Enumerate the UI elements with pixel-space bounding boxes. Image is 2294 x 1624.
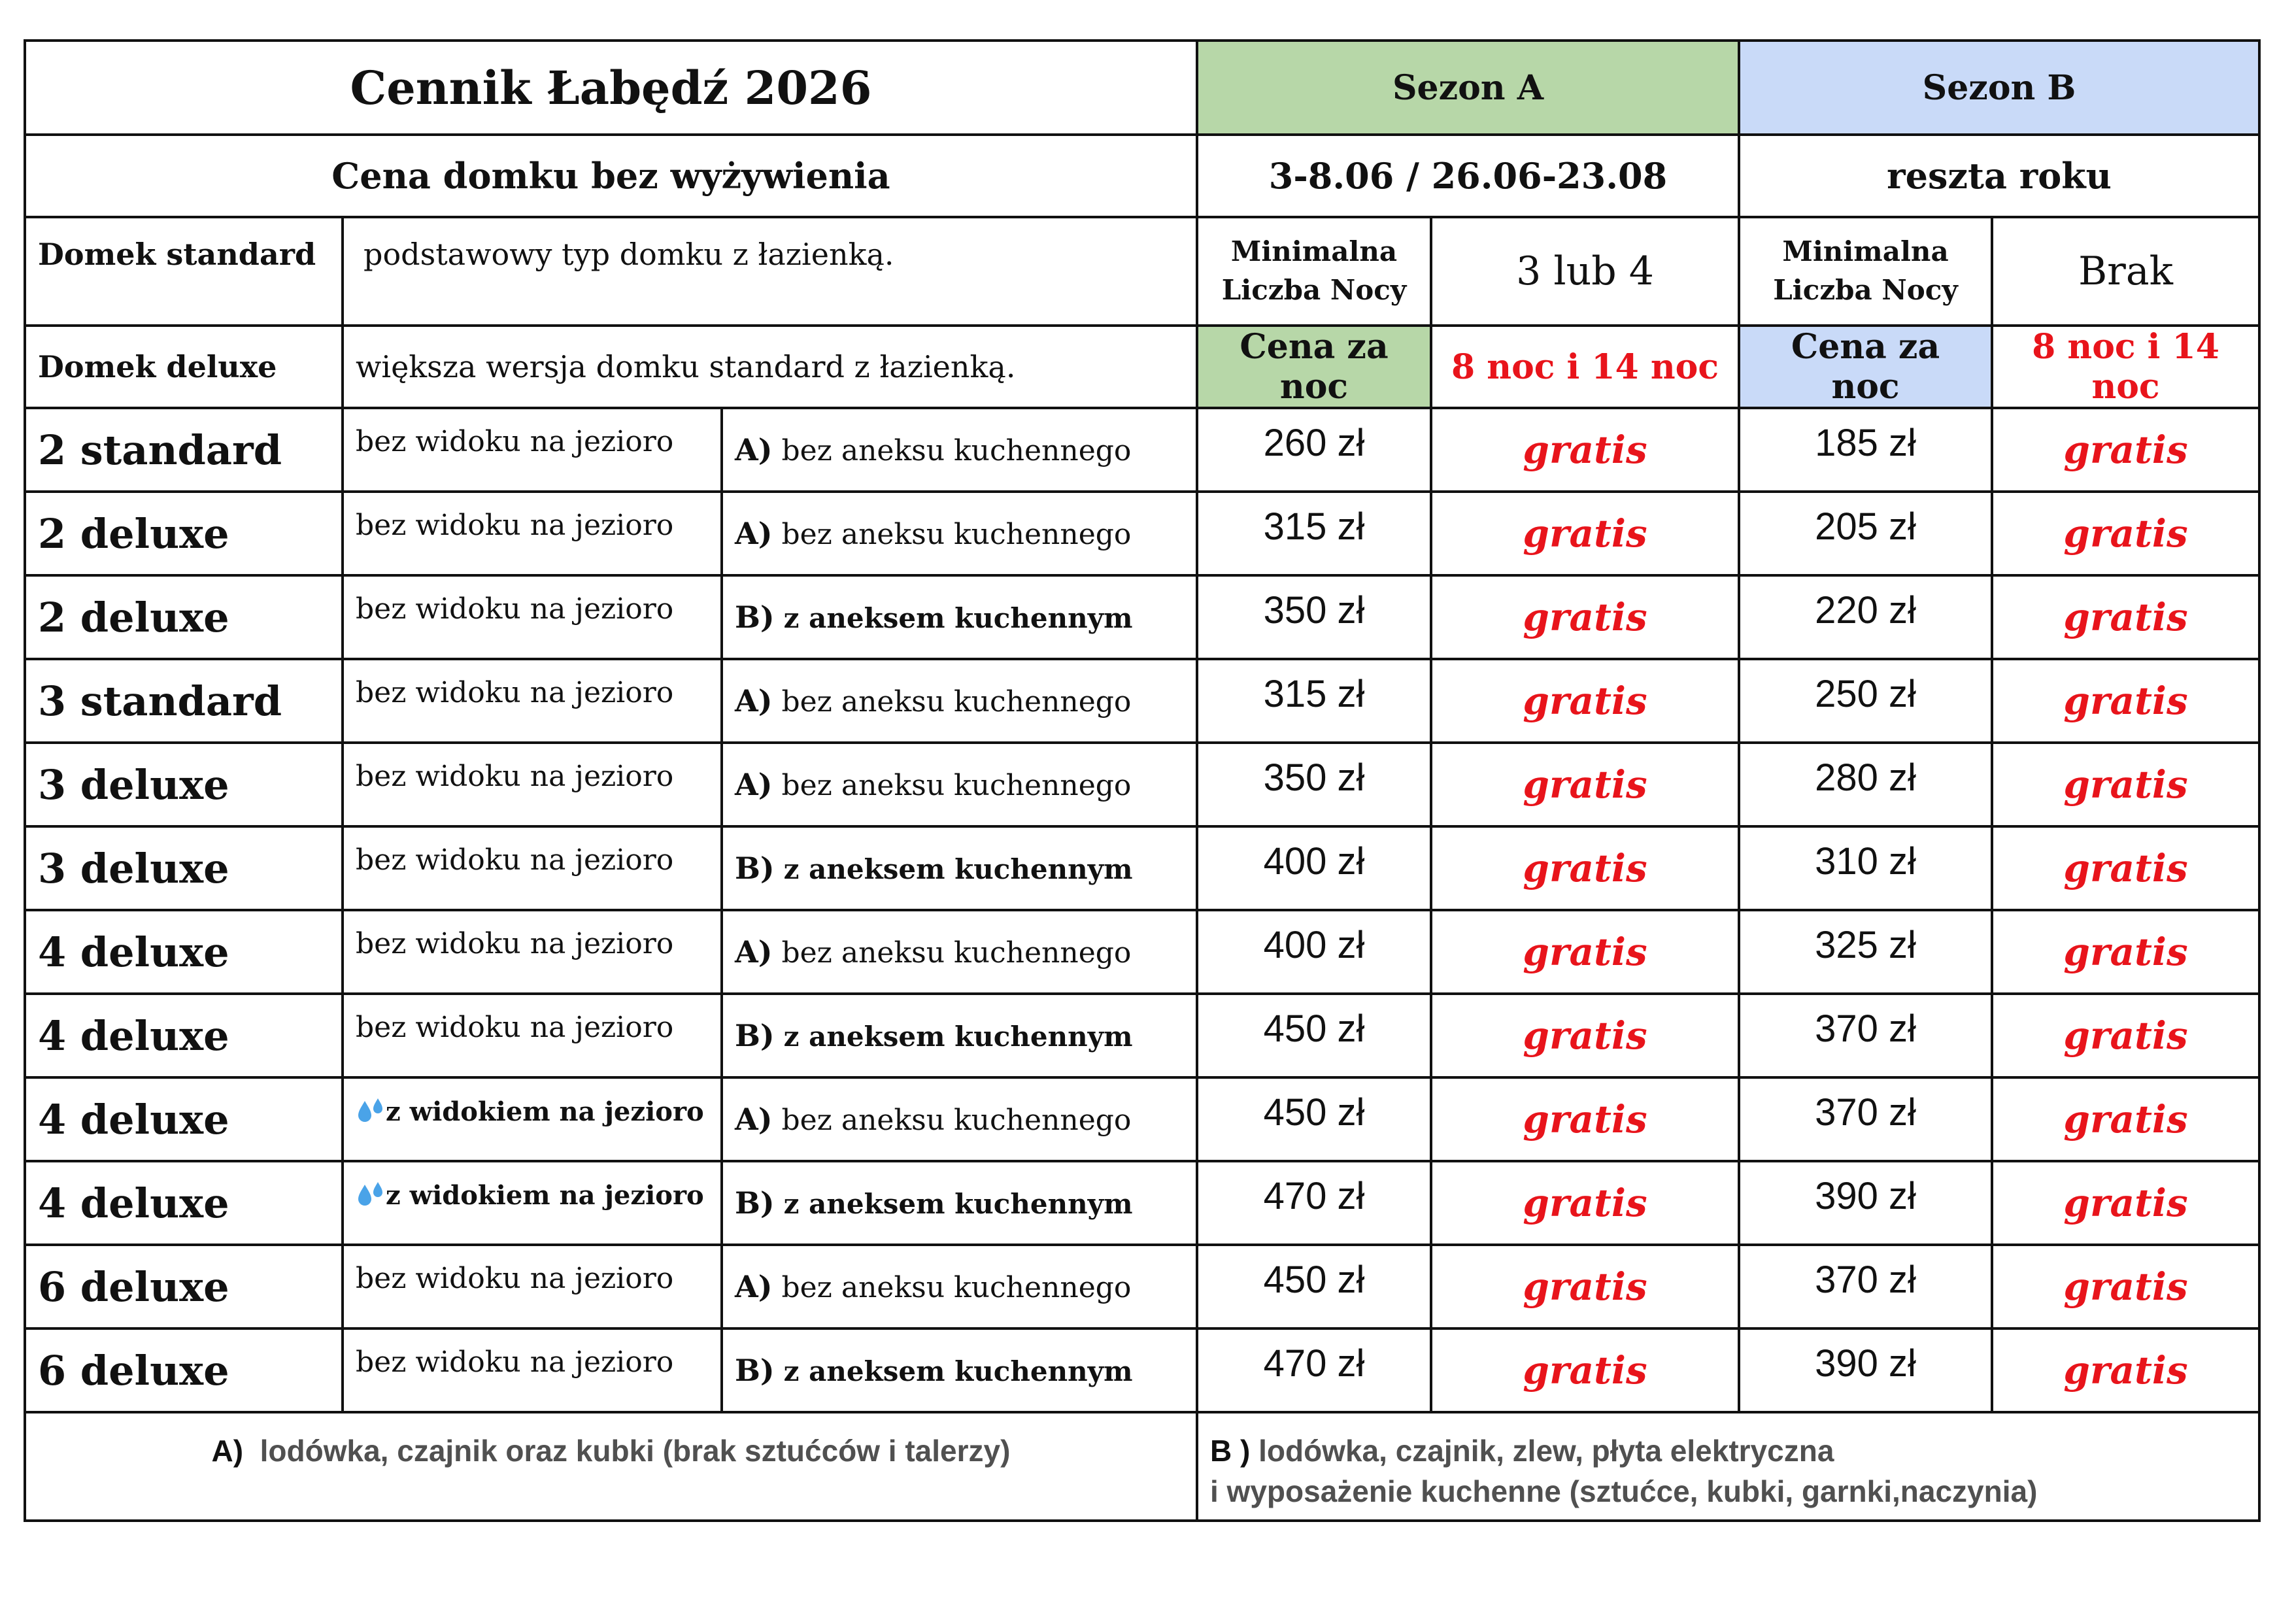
page-title: Cennik Łabędź 2026 <box>25 41 1197 135</box>
price-row <box>25 826 2259 910</box>
free-nights-a: gratis <box>1431 1328 1739 1412</box>
price-season-a: 470 zł <box>1197 1328 1431 1412</box>
view-text: bez widoku na jezioro <box>356 1011 674 1044</box>
view-text: bez widoku na jezioro <box>356 676 674 709</box>
free-nights-a: gratis <box>1431 492 1739 575</box>
min-nights-label-a: Minimalna Liczba Nocy <box>1197 217 1431 326</box>
kitchen-letter: A) <box>735 1102 773 1137</box>
domek-deluxe-description: większa wersja domku standard z łazienką. <box>343 326 1197 408</box>
price-season-a: 400 zł <box>1197 826 1431 910</box>
price-season-b: 370 zł <box>1739 994 1992 1077</box>
free-nights-a: gratis <box>1431 743 1739 826</box>
view-cell <box>343 492 722 575</box>
price-row <box>25 1161 2259 1245</box>
free-nights-a: gratis <box>1431 408 1739 492</box>
free-nights-b: gratis <box>1992 659 2259 743</box>
view-cell <box>343 1328 722 1412</box>
price-row <box>25 994 2259 1077</box>
kitchen-letter: B) <box>735 1185 775 1221</box>
kitchen-text: bez aneksu kuchennego <box>781 685 1132 719</box>
price-row <box>25 910 2259 994</box>
view-cell <box>343 743 722 826</box>
price-header-a: Cena za noc <box>1197 326 1431 408</box>
footer-b-line1: lodówka, czajnik, zlew, płyta elektryczna <box>1258 1434 1834 1468</box>
price-season-b: 185 zł <box>1739 408 1992 492</box>
kitchen-cell <box>722 492 1197 575</box>
kitchen-letter: B) <box>735 600 775 635</box>
kitchen-text: bez aneksu kuchennego <box>781 769 1132 802</box>
kitchen-cell <box>722 826 1197 910</box>
room-type: 6 deluxe <box>25 1328 343 1412</box>
price-season-a: 350 zł <box>1197 743 1431 826</box>
room-type: 4 deluxe <box>25 1161 343 1245</box>
water-drops-icon <box>356 1097 386 1123</box>
kitchen-cell <box>722 910 1197 994</box>
footer-b <box>1197 1412 2259 1521</box>
kitchen-letter: A) <box>735 934 773 970</box>
room-type: 6 deluxe <box>25 1245 343 1328</box>
price-season-a: 400 zł <box>1197 910 1431 994</box>
subtitle: Cena domku bez wyżywienia <box>25 135 1197 217</box>
room-type: 4 deluxe <box>25 994 343 1077</box>
price-row <box>25 408 2259 492</box>
free-nights-header-b: 8 noc i 14 noc <box>1992 326 2259 408</box>
footer-a-letter: A) <box>211 1434 244 1468</box>
free-nights-a: gratis <box>1431 659 1739 743</box>
free-nights-b: gratis <box>1992 1077 2259 1161</box>
price-season-a: 260 zł <box>1197 408 1431 492</box>
free-nights-a: gratis <box>1431 994 1739 1077</box>
price-season-a: 450 zł <box>1197 1077 1431 1161</box>
price-season-a: 450 zł <box>1197 994 1431 1077</box>
price-season-a: 315 zł <box>1197 492 1431 575</box>
view-text: bez widoku na jezioro <box>356 760 674 793</box>
kitchen-letter: B) <box>735 851 775 886</box>
kitchen-text: bez aneksu kuchennego <box>781 1271 1132 1304</box>
free-nights-b: gratis <box>1992 994 2259 1077</box>
view-text: bez widoku na jezioro <box>356 1345 674 1379</box>
domek-standard-label: Domek standard <box>25 217 343 326</box>
footer-b-letter: B ) <box>1210 1434 1251 1468</box>
view-cell <box>343 575 722 659</box>
price-season-b: 280 zł <box>1739 743 1992 826</box>
view-cell <box>343 994 722 1077</box>
title-row <box>25 41 2259 135</box>
deluxe-info-row <box>25 326 2259 408</box>
subtitle-row <box>25 135 2259 217</box>
price-header-b: Cena za noc <box>1739 326 1992 408</box>
kitchen-text: bez aneksu kuchennego <box>781 1104 1132 1137</box>
price-season-b: 250 zł <box>1739 659 1992 743</box>
view-cell <box>343 826 722 910</box>
kitchen-cell <box>722 1328 1197 1412</box>
free-nights-a: gratis <box>1431 1161 1739 1245</box>
price-season-b: 220 zł <box>1739 575 1992 659</box>
price-table <box>24 39 2261 1522</box>
kitchen-letter: A) <box>735 432 773 467</box>
price-season-a: 470 zł <box>1197 1161 1431 1245</box>
price-row <box>25 1077 2259 1161</box>
free-nights-b: gratis <box>1992 1161 2259 1245</box>
price-season-b: 370 zł <box>1739 1077 1992 1161</box>
view-text: bez widoku na jezioro <box>356 425 674 458</box>
kitchen-letter: A) <box>735 516 773 551</box>
kitchen-letter: B) <box>735 1353 775 1388</box>
kitchen-text: bez aneksu kuchennego <box>781 434 1132 467</box>
price-season-b: 390 zł <box>1739 1161 1992 1245</box>
price-season-a: 350 zł <box>1197 575 1431 659</box>
kitchen-cell <box>722 575 1197 659</box>
room-type: 2 deluxe <box>25 492 343 575</box>
kitchen-letter: A) <box>735 1269 773 1304</box>
kitchen-letter: A) <box>735 767 773 802</box>
free-nights-a: gratis <box>1431 910 1739 994</box>
view-text: z widokiem na jezioro <box>386 1180 704 1211</box>
free-nights-b: gratis <box>1992 910 2259 994</box>
footer-a <box>25 1412 1197 1521</box>
room-type: 2 standard <box>25 408 343 492</box>
view-text: bez widoku na jezioro <box>356 843 674 877</box>
kitchen-text: bez aneksu kuchennego <box>781 936 1132 970</box>
view-text: z widokiem na jezioro <box>386 1096 704 1127</box>
free-nights-a: gratis <box>1431 1077 1739 1161</box>
season-a-label: Sezon A <box>1197 41 1739 135</box>
free-nights-b: gratis <box>1992 492 2259 575</box>
kitchen-text: bez aneksu kuchennego <box>781 518 1132 551</box>
free-nights-b: gratis <box>1992 408 2259 492</box>
view-text: bez widoku na jezioro <box>356 592 674 626</box>
kitchen-letter: A) <box>735 683 773 719</box>
season-a-dates: 3-8.06 / 26.06-23.08 <box>1197 135 1739 217</box>
footer-b-line2: i wyposażenie kuchenne (sztućce, kubki, garnki,naczynia) <box>1210 1474 2038 1509</box>
free-nights-b: gratis <box>1992 1328 2259 1412</box>
water-drops-icon <box>356 1181 386 1207</box>
view-cell <box>343 1161 722 1245</box>
season-b-dates: reszta roku <box>1739 135 2259 217</box>
kitchen-text: z aneksem kuchennym <box>783 1021 1133 1053</box>
domek-standard-description: podstawowy typ domku z łazienką. <box>343 217 1197 326</box>
price-row <box>25 492 2259 575</box>
price-season-a: 450 zł <box>1197 1245 1431 1328</box>
view-cell <box>343 910 722 994</box>
standard-info-row <box>25 217 2259 326</box>
price-season-b: 205 zł <box>1739 492 1992 575</box>
min-nights-label-b: Minimalna Liczba Nocy <box>1739 217 1992 326</box>
kitchen-cell <box>722 1245 1197 1328</box>
price-season-b: 390 zł <box>1739 1328 1992 1412</box>
free-nights-b: gratis <box>1992 575 2259 659</box>
kitchen-text: z aneksem kuchennym <box>783 853 1133 885</box>
price-row <box>25 1245 2259 1328</box>
view-cell <box>343 408 722 492</box>
price-row <box>25 575 2259 659</box>
room-type: 4 deluxe <box>25 910 343 994</box>
free-nights-a: gratis <box>1431 575 1739 659</box>
view-text: bez widoku na jezioro <box>356 1262 674 1295</box>
room-type: 3 deluxe <box>25 826 343 910</box>
kitchen-text: z aneksem kuchennym <box>783 1355 1133 1387</box>
footer-row <box>25 1412 2259 1521</box>
kitchen-cell <box>722 659 1197 743</box>
kitchen-cell <box>722 408 1197 492</box>
kitchen-cell <box>722 1077 1197 1161</box>
room-type: 3 deluxe <box>25 743 343 826</box>
min-nights-value-a: 3 lub 4 <box>1431 217 1739 326</box>
kitchen-text: z aneksem kuchennym <box>783 1188 1133 1220</box>
kitchen-letter: B) <box>735 1018 775 1053</box>
free-nights-b: gratis <box>1992 1245 2259 1328</box>
free-nights-a: gratis <box>1431 826 1739 910</box>
free-nights-b: gratis <box>1992 826 2259 910</box>
view-cell <box>343 1077 722 1161</box>
price-season-b: 310 zł <box>1739 826 1992 910</box>
view-text: bez widoku na jezioro <box>356 509 674 542</box>
kitchen-cell <box>722 994 1197 1077</box>
room-type: 4 deluxe <box>25 1077 343 1161</box>
kitchen-cell <box>722 1161 1197 1245</box>
price-row <box>25 743 2259 826</box>
room-type: 3 standard <box>25 659 343 743</box>
view-cell <box>343 1245 722 1328</box>
kitchen-text: z aneksem kuchennym <box>783 602 1133 634</box>
price-season-b: 370 zł <box>1739 1245 1992 1328</box>
footer-a-text: lodówka, czajnik oraz kubki (brak sztućców i talerzy) <box>260 1434 1011 1468</box>
price-row <box>25 659 2259 743</box>
free-nights-a: gratis <box>1431 1245 1739 1328</box>
view-cell <box>343 659 722 743</box>
min-nights-value-b: Brak <box>1992 217 2259 326</box>
kitchen-cell <box>722 743 1197 826</box>
domek-deluxe-label: Domek deluxe <box>25 326 343 408</box>
price-row <box>25 1328 2259 1412</box>
free-nights-b: gratis <box>1992 743 2259 826</box>
free-nights-header-a: 8 noc i 14 noc <box>1431 326 1739 408</box>
price-season-a: 315 zł <box>1197 659 1431 743</box>
season-b-label: Sezon B <box>1739 41 2259 135</box>
room-type: 2 deluxe <box>25 575 343 659</box>
price-season-b: 325 zł <box>1739 910 1992 994</box>
view-text: bez widoku na jezioro <box>356 927 674 960</box>
